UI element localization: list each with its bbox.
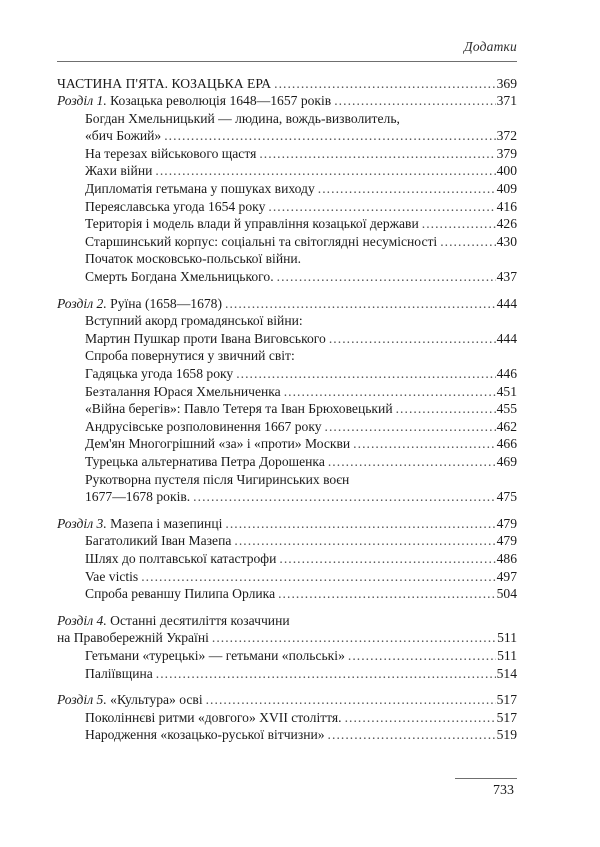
toc-entry[interactable] bbox=[57, 92, 517, 110]
toc-entry-title bbox=[85, 665, 153, 683]
toc-page-number: 469 bbox=[496, 453, 517, 469]
toc-entry-text: Територія і модель влади й управління козацької держави bbox=[85, 216, 419, 232]
toc-entry-line-final bbox=[85, 233, 517, 251]
toc-chapter-label: Розділ 5. bbox=[57, 692, 107, 708]
toc-page-number: 486 bbox=[496, 550, 517, 566]
toc-entry-line-final bbox=[85, 162, 517, 180]
toc-entry-line-final bbox=[85, 453, 517, 471]
toc-entry-text: Переяславська угода 1654 року bbox=[85, 198, 266, 214]
toc-entry-text: Спроба реваншу Пилипа Орлика bbox=[85, 586, 276, 602]
dot-leader bbox=[318, 180, 496, 198]
toc-entry-title bbox=[85, 471, 349, 489]
toc-entry[interactable] bbox=[57, 612, 517, 647]
toc-entry-title bbox=[85, 383, 281, 401]
toc-entry-text: Мазепа і мазепинці bbox=[110, 515, 223, 531]
page-footer bbox=[57, 778, 517, 799]
toc-entry-title bbox=[85, 453, 325, 471]
toc-entry-text: Гадяцька угода 1658 року bbox=[85, 366, 234, 381]
toc-entry-line-final bbox=[85, 400, 517, 418]
toc-entry-line-final bbox=[57, 92, 517, 110]
toc-entry-title bbox=[85, 726, 325, 744]
toc-chapter-label: Розділ 4. bbox=[57, 612, 107, 628]
toc-entry-text: Турецька альтернатива Петра Дорошенка bbox=[85, 453, 325, 469]
dot-leader bbox=[328, 726, 496, 744]
toc-entry-line-final bbox=[85, 268, 517, 286]
toc-entry[interactable] bbox=[57, 75, 517, 93]
toc-entry-text: Народження «козацько-руської вітчизни» bbox=[85, 727, 325, 743]
toc-page-number: 444 bbox=[496, 330, 517, 346]
section-gap bbox=[57, 506, 517, 515]
toc-entry[interactable] bbox=[57, 665, 517, 683]
section-gap bbox=[57, 603, 517, 612]
toc-entry-text: «Культура» осві bbox=[110, 692, 203, 708]
toc-entry-line-final bbox=[85, 383, 517, 401]
toc-entry-line-final bbox=[85, 435, 517, 453]
dot-leader bbox=[164, 127, 495, 145]
toc-entry-text: Багатоликий Іван Мазепа bbox=[85, 533, 232, 549]
toc-entry-text: Спроба повернутися у звичний світ: bbox=[85, 348, 295, 364]
dot-leader bbox=[212, 629, 496, 647]
toc-entry[interactable] bbox=[57, 550, 517, 568]
toc-page-number: 437 bbox=[496, 269, 517, 285]
toc-entry-title bbox=[85, 162, 152, 180]
toc-entry[interactable] bbox=[57, 435, 517, 453]
toc-entry-line-final bbox=[85, 198, 517, 216]
dot-leader bbox=[225, 295, 496, 313]
toc-chapter-label: Розділ 1. bbox=[57, 93, 107, 109]
toc-page-number: 430 bbox=[496, 233, 517, 249]
toc-entry-title bbox=[85, 585, 275, 603]
dot-leader bbox=[277, 268, 496, 286]
toc-entry-text: На терезах військового щастя bbox=[85, 145, 257, 161]
toc-entry-line-final bbox=[85, 647, 517, 665]
toc-entry-text: Дипломатія гетьмана у пошуках виходу bbox=[85, 181, 315, 197]
toc-chapter-label: Розділ 3. bbox=[57, 515, 107, 531]
dot-leader bbox=[268, 198, 495, 216]
toc-chapter-label: Розділ 2. bbox=[57, 295, 107, 311]
toc-entry-title bbox=[85, 145, 256, 163]
toc-entry-text: Шлях до полтавської катастрофи bbox=[85, 550, 277, 566]
toc-entry[interactable] bbox=[57, 110, 517, 145]
toc-entry[interactable] bbox=[57, 145, 517, 163]
toc-entry-title bbox=[85, 400, 393, 418]
dot-leader bbox=[259, 145, 495, 163]
toc-entry[interactable] bbox=[57, 312, 517, 347]
toc-entry-text: «Війна берегів»: Павло Тетеря та Іван Брюховецький bbox=[85, 401, 393, 417]
toc-entry[interactable] bbox=[57, 585, 517, 603]
toc-entry-line-final bbox=[85, 418, 517, 436]
toc-page-number: 479 bbox=[496, 515, 517, 531]
toc-page-number: 455 bbox=[496, 401, 517, 417]
toc-page-number: 519 bbox=[496, 727, 517, 743]
toc-entry-line-final bbox=[85, 568, 517, 586]
folio-page-number: 733 bbox=[493, 783, 514, 798]
toc-entry-title bbox=[85, 435, 350, 453]
toc-entry-title bbox=[85, 233, 437, 251]
dot-leader bbox=[278, 585, 496, 603]
toc-entry-title bbox=[85, 347, 295, 365]
section-gap bbox=[57, 286, 517, 295]
toc-entry-text: Старшинський корпус: соціальні та світоглядні несумісності bbox=[85, 233, 438, 249]
toc-page-number: 511 bbox=[497, 630, 517, 646]
toc-entry-title bbox=[85, 180, 315, 198]
toc-entry-title bbox=[85, 647, 345, 665]
dot-leader bbox=[353, 435, 495, 453]
toc-entry-title bbox=[85, 198, 265, 216]
toc-entry-line-final bbox=[85, 709, 517, 727]
toc-entry-line-final bbox=[85, 665, 517, 683]
toc-entry-text: «бич Божий» bbox=[85, 128, 162, 144]
toc-entry[interactable] bbox=[57, 250, 517, 285]
toc-entry-title bbox=[85, 568, 138, 586]
toc-entry-title bbox=[85, 488, 190, 506]
toc-page-number: 466 bbox=[496, 436, 517, 452]
toc-page-number: 426 bbox=[496, 216, 517, 232]
toc-entry[interactable] bbox=[57, 568, 517, 586]
toc-entry[interactable] bbox=[57, 515, 517, 533]
toc-entry-text: Поколіннєві ритми «довгого» XVII століття. bbox=[85, 709, 342, 725]
toc-entry-title bbox=[57, 295, 222, 313]
toc-entry[interactable] bbox=[57, 162, 517, 180]
toc-page-number: 444 bbox=[496, 295, 517, 311]
toc-entry-line-final bbox=[85, 127, 517, 145]
toc-entry-title bbox=[57, 612, 290, 630]
toc-entry-line-final bbox=[57, 691, 517, 709]
toc-entry-line bbox=[85, 347, 517, 365]
toc-entry-text: на Правобережній Україні bbox=[57, 630, 209, 646]
toc-entry-title bbox=[85, 365, 233, 383]
toc-entry[interactable] bbox=[57, 347, 517, 382]
toc-page-number: 504 bbox=[496, 586, 517, 602]
dot-leader bbox=[206, 691, 496, 709]
toc-entry-text: Рукотворна пустеля після Чигиринських воєн bbox=[85, 471, 350, 487]
dot-leader bbox=[345, 709, 496, 727]
toc-entry-text: Дем'ян Многогрішний «за» і «проти» Москви bbox=[85, 436, 351, 452]
toc-entry-line-final bbox=[85, 145, 517, 163]
toc-entry-title bbox=[85, 532, 231, 550]
toc-page-number: 400 bbox=[496, 163, 517, 179]
toc-page-number: 451 bbox=[496, 383, 517, 399]
toc-page-number: 416 bbox=[496, 198, 517, 214]
toc-entry-line-final bbox=[85, 330, 517, 348]
toc-page-number: 379 bbox=[496, 145, 517, 161]
table-of-contents bbox=[57, 75, 517, 744]
toc-entry[interactable] bbox=[57, 726, 517, 744]
dot-leader bbox=[155, 162, 495, 180]
dot-leader bbox=[236, 365, 495, 383]
toc-page-number: 517 bbox=[496, 692, 517, 708]
dot-leader bbox=[193, 488, 495, 506]
toc-entry[interactable] bbox=[57, 383, 517, 401]
toc-entry-title bbox=[57, 92, 331, 110]
toc-entry-text: Паліївщина bbox=[85, 665, 153, 681]
toc-entry-line-final bbox=[85, 550, 517, 568]
dot-leader bbox=[141, 568, 495, 586]
toc-entry[interactable] bbox=[57, 691, 517, 709]
dot-leader bbox=[234, 532, 495, 550]
header-rule bbox=[57, 61, 517, 62]
toc-entry-line-final bbox=[57, 295, 517, 313]
toc-entry-text: Козацька революція 1648—1657 років bbox=[110, 93, 332, 109]
toc-entry-text: Вступний акорд громадянської війни: bbox=[85, 313, 303, 329]
footer-rule bbox=[455, 778, 517, 779]
dot-leader bbox=[284, 383, 496, 401]
toc-page-number: 517 bbox=[496, 709, 517, 725]
toc-entry-line-final bbox=[85, 726, 517, 744]
toc-entry-title bbox=[85, 330, 326, 348]
dot-leader bbox=[440, 233, 495, 251]
toc-entry-line bbox=[85, 110, 517, 128]
toc-entry-text: Гетьмани «турецькі» — гетьмани «польські» bbox=[85, 647, 345, 663]
toc-entry[interactable] bbox=[57, 400, 517, 418]
toc-entry-line-final bbox=[85, 180, 517, 198]
toc-page-number: 446 bbox=[496, 366, 517, 381]
toc-entry[interactable] bbox=[57, 418, 517, 436]
toc-entry-text: Жахи війни bbox=[85, 163, 153, 179]
dot-leader bbox=[325, 418, 496, 436]
toc-entry-title bbox=[57, 629, 209, 647]
toc-entry-text: Богдан Хмельницький — людина, вождь-визволитель, bbox=[85, 110, 400, 126]
dot-leader bbox=[396, 400, 496, 418]
toc-entry[interactable] bbox=[57, 198, 517, 216]
toc-entry[interactable] bbox=[57, 532, 517, 550]
toc-entry-title bbox=[85, 268, 274, 286]
toc-entry[interactable] bbox=[57, 471, 517, 506]
toc-entry[interactable] bbox=[57, 295, 517, 313]
toc-entry-title bbox=[85, 110, 400, 128]
toc-entry[interactable] bbox=[57, 709, 517, 727]
toc-entry-line bbox=[85, 312, 517, 330]
toc-entry[interactable] bbox=[57, 180, 517, 198]
toc-page-number: 462 bbox=[496, 418, 517, 434]
toc-entry-title bbox=[85, 418, 322, 436]
toc-page-number: 372 bbox=[496, 128, 517, 144]
toc-entry[interactable] bbox=[57, 453, 517, 471]
toc-entry-line-final bbox=[85, 488, 517, 506]
toc-entry-title bbox=[57, 691, 203, 709]
toc-entry-title bbox=[85, 312, 303, 330]
toc-entry-line-final bbox=[57, 75, 517, 93]
toc-page-number: 514 bbox=[496, 665, 517, 681]
toc-page-number: 409 bbox=[496, 181, 517, 197]
toc-entry-text: Vae victis bbox=[85, 568, 139, 584]
toc-entry-title bbox=[85, 127, 161, 145]
toc-entry-title bbox=[57, 75, 271, 93]
toc-page-number: 475 bbox=[496, 489, 517, 505]
section-gap bbox=[57, 682, 517, 691]
toc-entry-title bbox=[85, 550, 276, 568]
dot-leader bbox=[279, 550, 495, 568]
toc-entry-text: ЧАСТИНА П'ЯТА. КОЗАЦЬКА ЕРА bbox=[57, 75, 272, 91]
toc-entry-title bbox=[85, 215, 419, 233]
toc-entry-text: Безталання Юрася Хмельниченка bbox=[85, 383, 281, 399]
dot-leader bbox=[274, 75, 495, 93]
toc-entry-line-final bbox=[85, 215, 517, 233]
toc-entry-title bbox=[85, 709, 342, 727]
toc-entry-text: Початок московсько-польської війни. bbox=[85, 251, 302, 267]
toc-page-number: 497 bbox=[496, 568, 517, 584]
toc-page-number: 369 bbox=[496, 75, 517, 91]
toc-entry[interactable] bbox=[57, 233, 517, 251]
toc-entry[interactable] bbox=[57, 647, 517, 665]
dot-leader bbox=[422, 215, 496, 233]
toc-page-number: 479 bbox=[496, 533, 517, 549]
toc-entry-line-final bbox=[57, 515, 517, 533]
toc-entry-text: Руїна (1658—1678) bbox=[110, 295, 223, 311]
toc-entry-text: Мартин Пушкар проти Івана Виговського bbox=[85, 330, 326, 346]
toc-entry-text: 1677—1678 років. bbox=[85, 489, 191, 505]
dot-leader bbox=[329, 330, 496, 348]
toc-entry-title bbox=[85, 250, 301, 268]
dot-leader bbox=[156, 665, 496, 683]
toc-entry-title bbox=[57, 515, 222, 533]
dot-leader bbox=[225, 515, 495, 533]
toc-entry[interactable] bbox=[57, 215, 517, 233]
toc-entry-line-final bbox=[85, 365, 517, 383]
toc-entry-line-final bbox=[57, 629, 517, 647]
toc-entry-line bbox=[85, 250, 517, 268]
dot-leader bbox=[334, 92, 495, 110]
toc-entry-line-final bbox=[85, 585, 517, 603]
toc-entry-line bbox=[57, 612, 517, 630]
toc-entry-line-final bbox=[85, 532, 517, 550]
toc-entry-line bbox=[85, 471, 517, 489]
toc-page-number: 371 bbox=[496, 93, 517, 109]
dot-leader bbox=[328, 453, 496, 471]
toc-page-number: 511 bbox=[497, 647, 517, 663]
toc-entry-text: Андрусівське розполовинення 1667 року bbox=[85, 418, 322, 434]
dot-leader bbox=[348, 647, 496, 665]
toc-entry-text: Смерть Богдана Хмельницького. bbox=[85, 269, 274, 285]
running-head: Додатки bbox=[464, 39, 517, 54]
toc-entry-text: Останні десятиліття козаччини bbox=[110, 612, 290, 628]
